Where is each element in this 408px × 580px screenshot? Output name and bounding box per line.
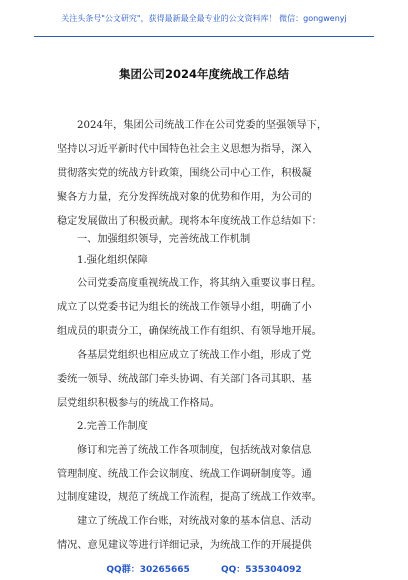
body-line: 成立了以党委书记为组长的统战工作领导小组，明确了小 bbox=[57, 302, 312, 313]
body-line: 组成员的职责分工，确保统战工作有组织、有领导地开展。 bbox=[57, 326, 322, 337]
subsection-heading: 2.完善工作制度 bbox=[77, 421, 148, 432]
header-divider bbox=[34, 36, 374, 37]
body-line: 坚持以习近平新时代中国特色社会主义思想为指导，深入 bbox=[57, 144, 312, 155]
body-line: 2024年，集团公司统战工作在公司党委的坚强领导下， bbox=[77, 120, 328, 131]
document-title: 集团公司2024年度统战工作总结 bbox=[118, 67, 289, 81]
body-line: 建立了统战工作台账，对统战对象的基本信息、活动 bbox=[77, 516, 312, 527]
body-line: 管理制度、统战工作会议制度、统战工作调研制度等。通 bbox=[57, 469, 312, 480]
section-heading: 一、加强组织领导，完善统战工作机制 bbox=[77, 234, 251, 245]
page-header bbox=[0, 0, 408, 36]
page-footer bbox=[0, 562, 408, 575]
body-line: 聚各方力量，充分发挥统战对象的优势和作用，为公司的 bbox=[57, 192, 312, 203]
body-line: 各基层党组织也相应成立了统战工作小组，形成了党 bbox=[77, 350, 312, 361]
subsection-heading: 1.强化组织保障 bbox=[77, 255, 148, 266]
header-promo-text: 关注头条号"公文研究"，获得最新最全最专业的公文资料库！ 微信：gongwenyj bbox=[61, 13, 347, 23]
body-line: 公司党委高度重视统战工作，将其纳入重要议事日程。 bbox=[77, 278, 322, 289]
body-line: 过制度建设，规范了统战工作流程，提高了统战工作效率。 bbox=[57, 492, 322, 503]
footer-qq-group: QQ群：30265665 bbox=[106, 565, 190, 575]
body-line: 层党组织积极参与的统战工作格局。 bbox=[57, 398, 220, 409]
footer-qq-number: QQ：535304092 bbox=[220, 565, 302, 575]
body-line: 委统一领导、统战部门牵头协调、有关部门各司其职、基 bbox=[57, 374, 312, 385]
body-line: 贯彻落实党的统战方针政策，围绕公司中心工作，积极凝 bbox=[57, 168, 312, 179]
body-line: 情况、意见建议等进行详细记录，为统战工作的开展提供 bbox=[57, 540, 312, 551]
body-line: 修订和完善了统战工作各项制度，包括统战对象信息 bbox=[77, 445, 312, 456]
body-line: 稳定发展做出了积极贡献。现将本年度统战工作总结如下： bbox=[57, 216, 322, 227]
